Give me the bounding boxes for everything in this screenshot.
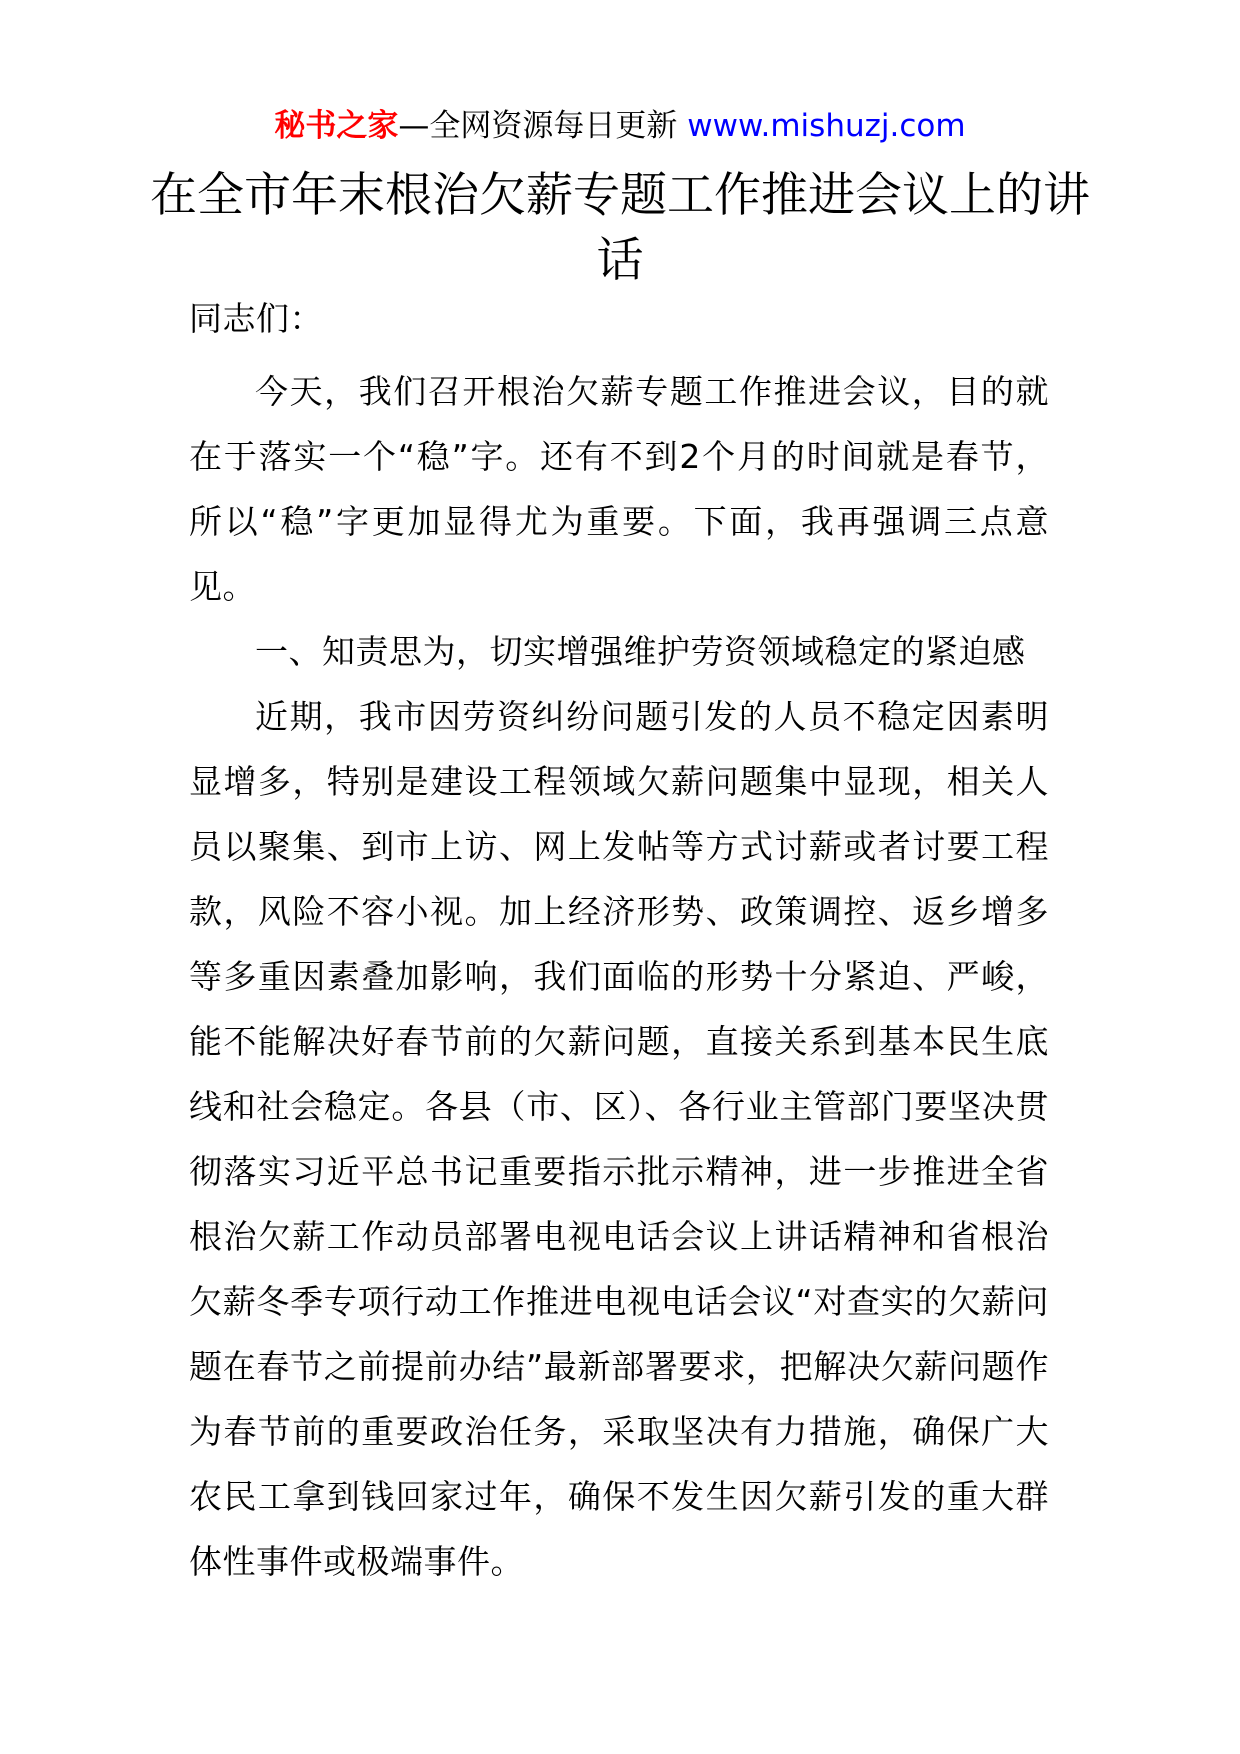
document-title: 在全市年末根治欠薪专题工作推进会议上的讲话 xyxy=(150,168,1090,288)
section-heading: 一、知责思为，切实增强维护劳资领域稳定的紧迫感 xyxy=(255,632,1026,671)
salutation: 同志们： xyxy=(189,299,323,338)
site-header xyxy=(0,104,1240,148)
body-paragraph: 近期，我市因劳资纠纷问题引发的人员不稳定因素明显增多，特别是建设工程领域欠薪问题集中显现，相关人员以聚集、到市上访、网上发帖等方式讨薪或者讨要工程款，风险不容小视。加上经济形势、政策调控、返乡增多等多重因素叠加影响，我们面临的形势十分紧迫、严峻，能不能解决好春节前的欠薪问题，直接关系到基本民生底线和社会稳定。各县（市、区）、各行业主管部门要坚决贯彻落实习近平总书记重要指示批示精神，进一步推进全省根治欠薪工作动员部署电视电话会议上讲话精神和省根治欠薪冬季专项行动工作推进电视电话会议“对查实的欠薪问题在春节之前提前办结”最新部署要求，把解决欠薪问题作为春节前的重要政治任务，采取坚决有力措施，确保广大农民工拿到钱回家过年，确保不发生因欠薪引发的重大群体性事件或极端事件。 xyxy=(189,697,1049,1581)
body-paragraph: 今天，我们召开根治欠薪专题工作推进会议，目的就在于落实一个“稳”字。还有不到2个月的时间就是春节，所以“稳”字更加显得尤为重要。下面，我再强调三点意见。 xyxy=(189,372,1049,606)
document-body xyxy=(189,294,1049,1594)
brand-name: 秘书之家 xyxy=(274,108,399,144)
site-url-link[interactable]: www.mishuzj.com xyxy=(687,108,966,144)
header-tagline: —全网资源每日更新 xyxy=(398,108,688,144)
